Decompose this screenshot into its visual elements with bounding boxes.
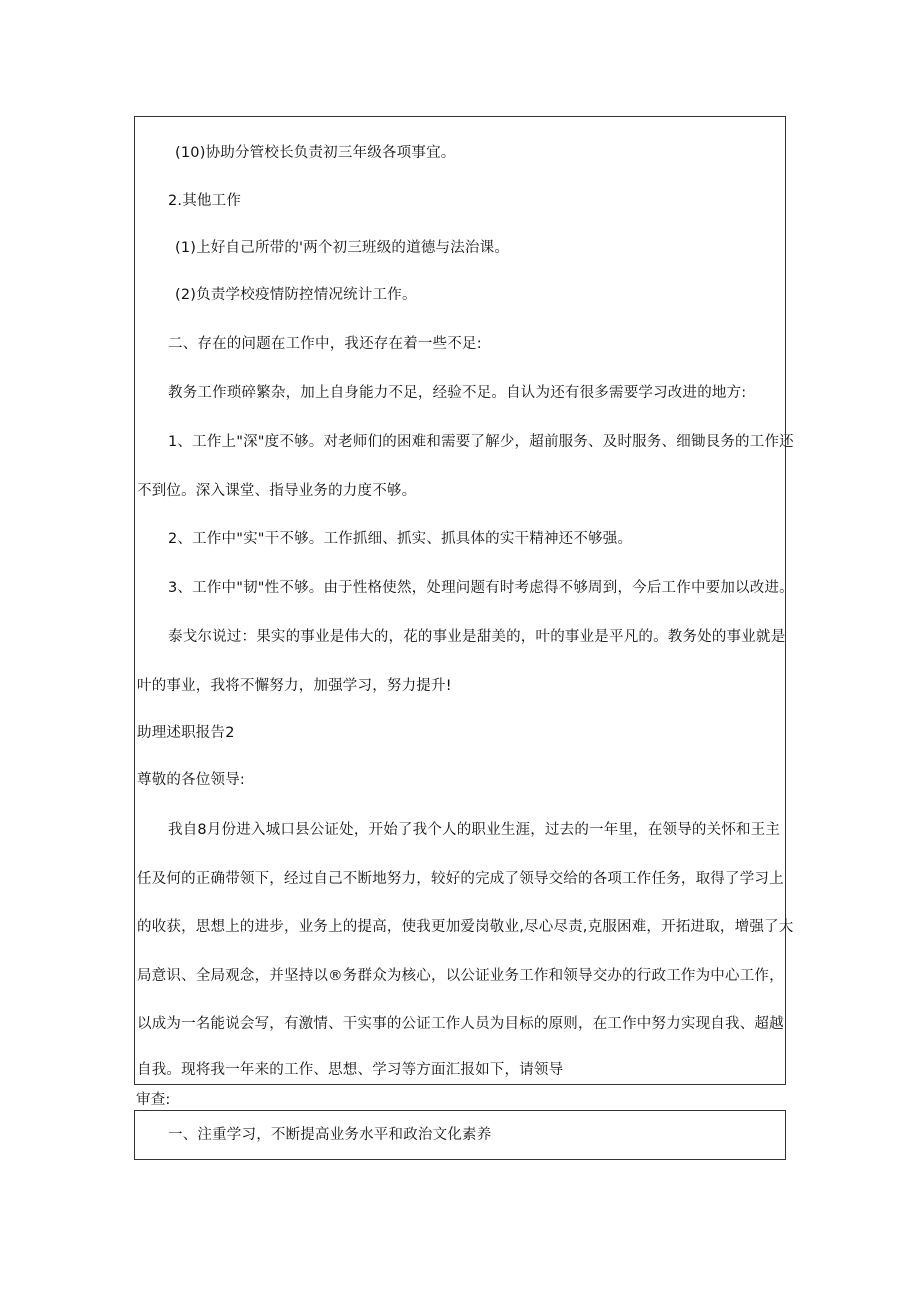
paragraph-line: 教务工作琐碎繁杂，加上自身能力不足，经验不足。自认为还有很多需要学习改进的地方: xyxy=(168,385,747,401)
section-heading: 一、注重学习，不断提高业务水平和政治文化素养 xyxy=(168,1127,492,1143)
section-heading: 2.其他工作 xyxy=(168,193,242,209)
paragraph-line: 不到位。深入课堂、指导业务的力度不够。 xyxy=(137,483,417,499)
salutation: 尊敬的各位领导: xyxy=(137,772,245,788)
paragraph-line: 叶的事业，我将不懈努力，加强学习，努力提升! xyxy=(137,678,452,694)
paragraph-line: 1、工作上"深"度不够。对老师们的困难和需要了解少，超前服务、及时服务、细锄艮务的工作还 xyxy=(168,434,794,450)
paragraph-line: 2、工作中"实"干不够。工作抓细、抓实、抓具体的实干精神还不够强。 xyxy=(168,531,633,547)
report-title: 助理述职报告2 xyxy=(137,725,235,741)
paragraph-line: 局意识、全局观念，并坚持以®务群众为核心，以公证业务工作和领导交办的行政工作为中心工作， xyxy=(137,968,784,984)
paragraph-line: 的收获，思想上的进步，业务上的提高，使我更加爱岗敬业,尽心尽责,克服困难，开拓进取，增强了大 xyxy=(137,919,794,935)
paragraph-line: (10)协助分管校长负责初三年级各项事宜。 xyxy=(175,145,456,161)
paragraph-line: (2)负责学校疫情防控情况统计工作。 xyxy=(175,287,417,303)
section-heading: 二、存在的问题在工作中，我还存在着一些不足: xyxy=(168,336,482,352)
content-table-cell-2 xyxy=(134,1110,786,1160)
paragraph-line: (1)上好自己所带的'两个初三班级的道德与法治课。 xyxy=(175,240,510,256)
continuation-text: 审查: xyxy=(136,1092,171,1108)
content-table-cell-1 xyxy=(134,116,794,1085)
paragraph-line: 泰戈尔说过：果实的事业是伟大的，花的事业是甜美的，叶的事业是平凡的。教务处的事业就是 xyxy=(168,629,786,645)
paragraph-line: 自我。现将我一年来的工作、思想、学习等方面汇报如下，请领导 xyxy=(137,1062,564,1078)
paragraph-line: 以成为一名能说会写，有激情、干实事的公证工作人员为目标的原则，在工作中努力实现自我、超越 xyxy=(137,1016,784,1032)
paragraph-line: 3、工作中"韧"性不够。由于性格使然，处理问题有时考虑得不够周到，今后工作中要加以改进。 xyxy=(168,580,794,596)
paragraph-line: 我自8月份进入城口县公证处，开始了我个人的职业生涯，过去的一年里，在领导的关怀和王主 xyxy=(168,822,781,838)
paragraph-line: 任及何的正确带领下，经过自己不断地努力，较好的完成了领导交给的各项工作任务，取得了学习上 xyxy=(137,871,784,887)
